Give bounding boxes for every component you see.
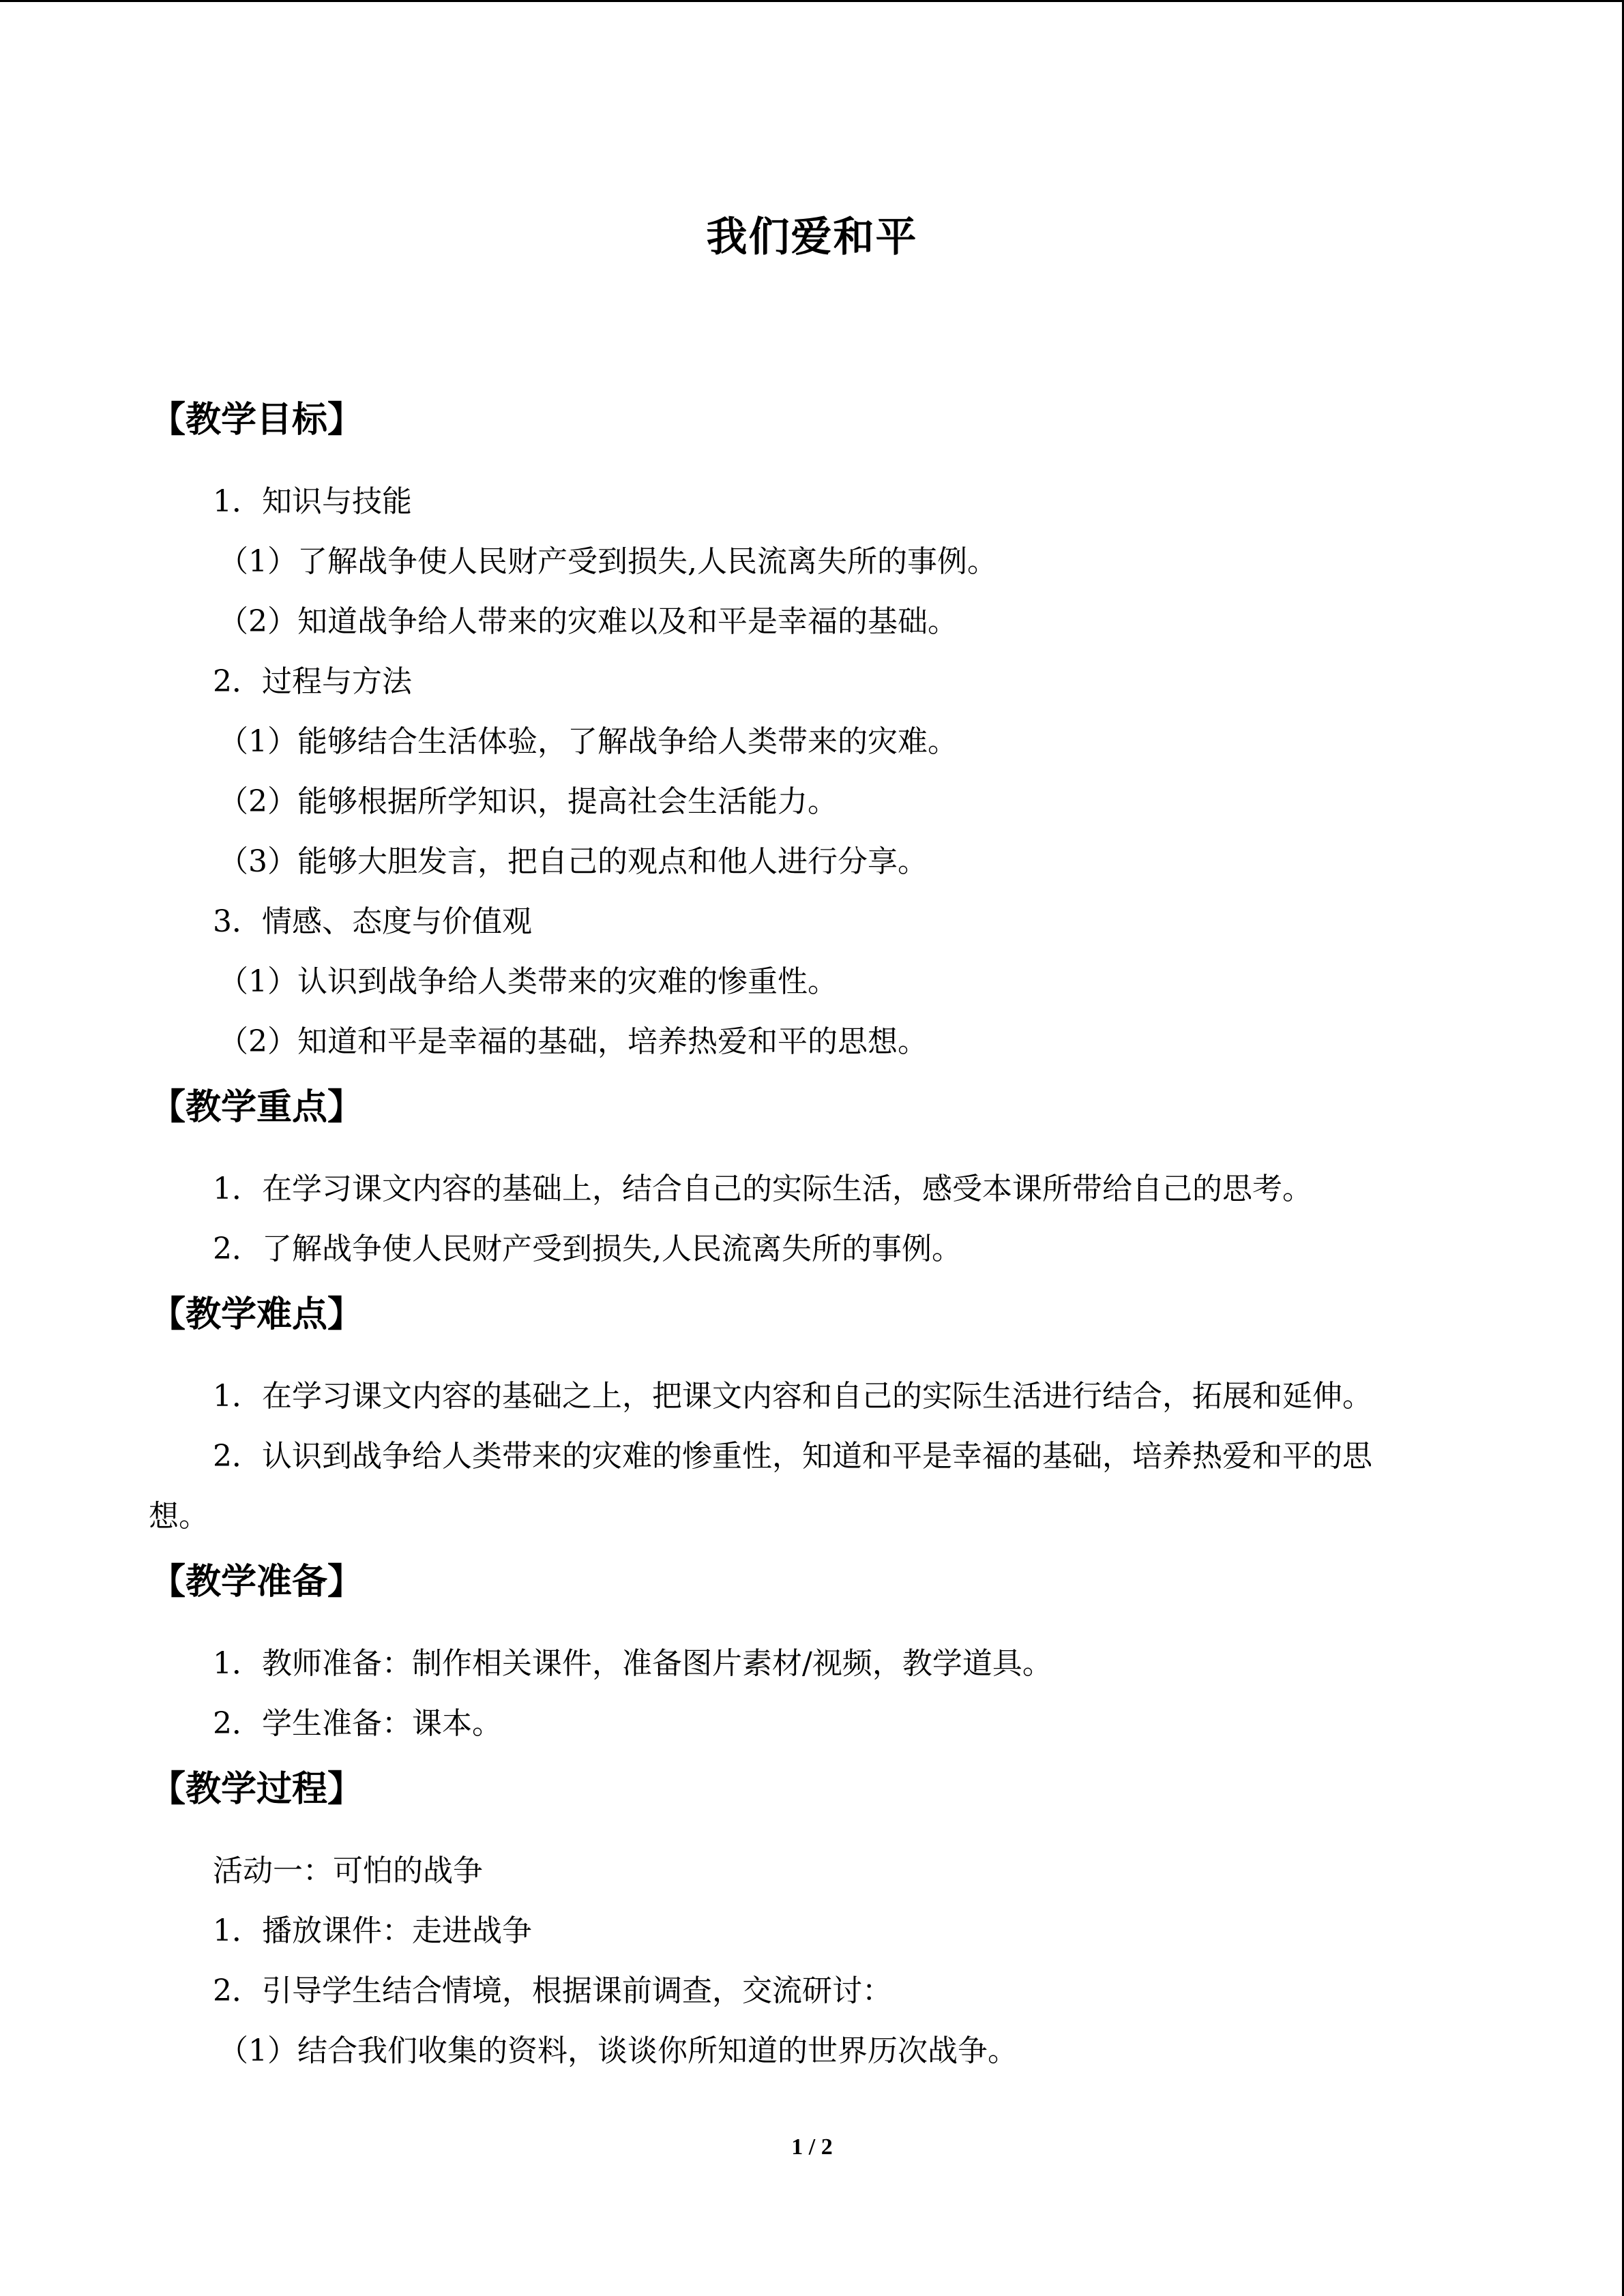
- section-heading-difficulties: 【教学难点】: [150, 1294, 364, 1335]
- text-line: （1）能够结合生活体验，了解战争给人类带来的灾难。: [218, 724, 958, 759]
- text-line: 1．在学习课文内容的基础之上，把课文内容和自己的实际生活进行结合，拓展和延伸。: [213, 1379, 1372, 1414]
- page-title: 我们爱和平: [706, 213, 918, 261]
- text-line: 想。: [149, 1499, 209, 1534]
- text-line: （2）知道战争给人带来的灾难以及和平是幸福的基础。: [218, 604, 958, 639]
- text-line: （1）了解战争使人民财产受到损失,人民流离失所的事例。: [218, 544, 997, 579]
- text-line: （1）结合我们收集的资料，谈谈你所知道的世界历次战争。: [218, 2033, 1018, 2068]
- text-line: （3）能够大胆发言，把自己的观点和他人进行分享。: [218, 844, 928, 879]
- text-line: 2．过程与方法: [213, 664, 412, 699]
- text-line: （1）认识到战争给人类带来的灾难的惨重性。: [218, 964, 838, 999]
- text-line: 2．了解战争使人民财产受到损失,人民流离失所的事例。: [213, 1232, 962, 1266]
- text-line: 3．情感、态度与价值观: [213, 904, 532, 939]
- text-line: 2．引导学生结合情境，根据课前调查，交流研讨：: [213, 1973, 892, 2008]
- section-heading-preparation: 【教学准备】: [150, 1562, 364, 1602]
- text-line: 1．知识与技能: [213, 484, 412, 519]
- section-heading-objectives: 【教学目标】: [150, 400, 364, 441]
- text-line: 2．认识到战争给人类带来的灾难的惨重性，知道和平是幸福的基础，培养热爱和平的思: [213, 1439, 1372, 1474]
- text-line: （2）能够根据所学知识，提高社会生活能力。: [218, 784, 838, 819]
- text-line: 1．播放课件：走进战争: [213, 1913, 532, 1948]
- section-heading-process: 【教学过程】: [150, 1769, 364, 1810]
- section-heading-key-points: 【教学重点】: [150, 1087, 364, 1128]
- text-line: 2．学生准备：课本。: [213, 1706, 502, 1741]
- text-line: 1．在学习课文内容的基础上，结合自己的实际生活，感受本课所带给自己的思考。: [213, 1172, 1312, 1206]
- text-line: 活动一：可怕的战争: [213, 1853, 483, 1888]
- text-line: （2）知道和平是幸福的基础，培养热爱和平的思想。: [218, 1024, 928, 1059]
- page-number: 1 / 2: [791, 2134, 833, 2160]
- text-line: 1．教师准备：制作相关课件，准备图片素材/视频，教学道具。: [213, 1646, 1052, 1681]
